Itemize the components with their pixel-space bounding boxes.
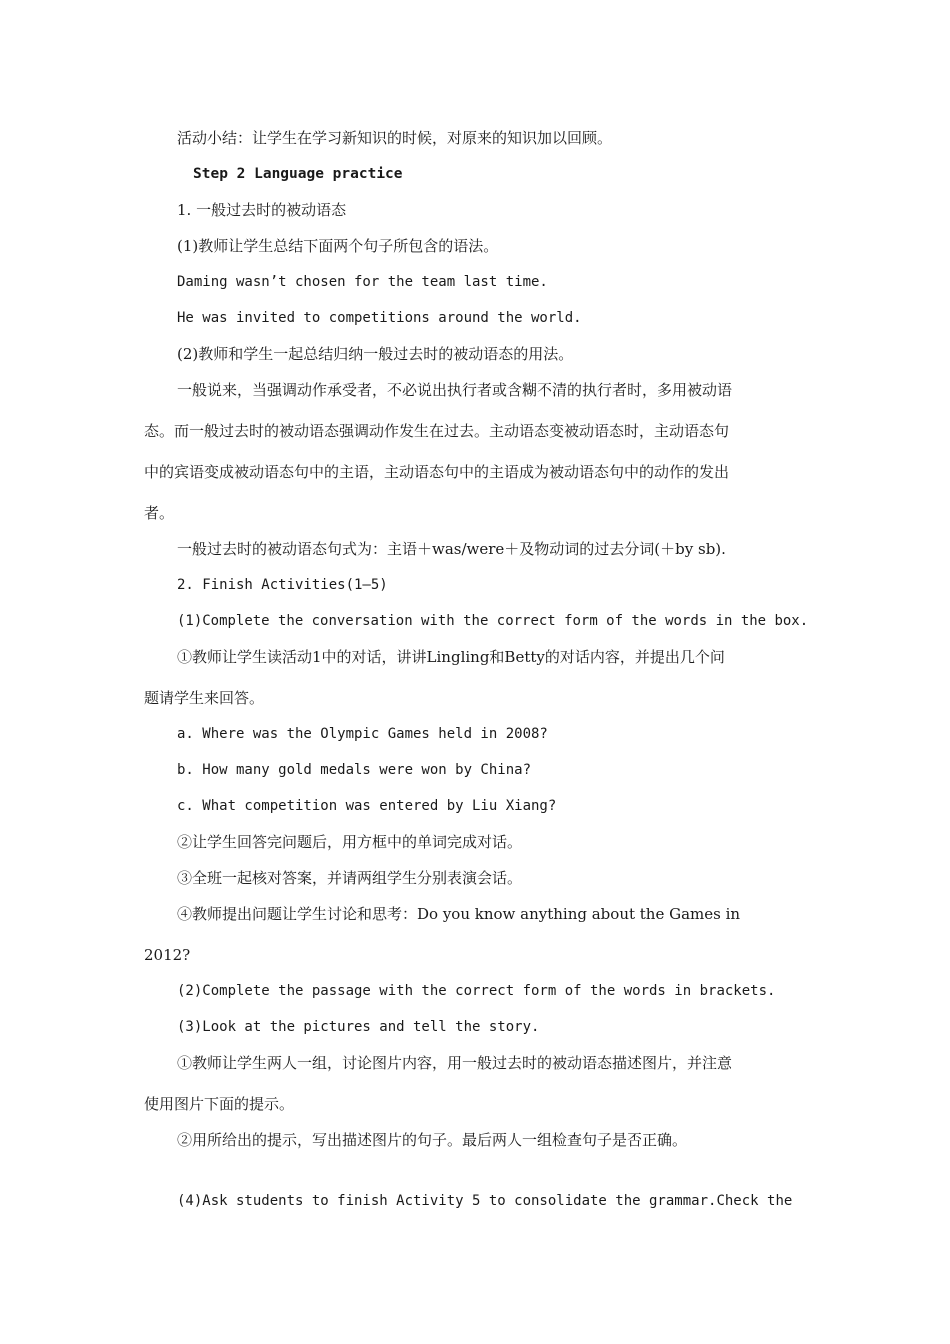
paragraph: 者。 xyxy=(144,504,175,522)
example-sentence: He was invited to competitions around the world. xyxy=(177,310,582,326)
paragraph: 中的宾语变成被动语态句中的主语，主动语态句中的主语成为被动语态句中的动作的发出 xyxy=(144,463,730,481)
step-heading: Step 2 Language practice xyxy=(193,166,403,182)
paragraph: ③全班一起核对答案，并请两组学生分别表演会话。 xyxy=(177,869,523,887)
activity-instruction: (4)Ask students to finish Activity 5 to consolidate the grammar.Check the xyxy=(177,1193,793,1209)
paragraph: ④教师提出问题让学生讨论和思考：Do you know anything about the Games in xyxy=(177,905,741,923)
paragraph: ②用所给出的提示，写出描述图片的句子。最后两人一组检查句子是否正确。 xyxy=(177,1131,688,1149)
activity-summary: 活动小结：让学生在学习新知识的时候，对原来的知识加以回顾。 xyxy=(177,129,613,147)
activity-instruction: (3)Look at the pictures and tell the story. xyxy=(177,1019,540,1035)
question-item: c. What competition was entered by Liu Xiang? xyxy=(177,798,557,814)
paragraph: 使用图片下面的提示。 xyxy=(144,1095,295,1113)
paragraph: 2012? xyxy=(144,946,191,964)
paragraph: ①教师让学生两人一组，讨论图片内容，用一般过去时的被动语态描述图片，并注意 xyxy=(177,1054,733,1072)
question-item: a. Where was the Olympic Games held in 2008? xyxy=(177,726,548,742)
paragraph: (2)教师和学生一起总结归纳一般过去时的被动语态的用法。 xyxy=(177,345,574,363)
paragraph: 一般说来，当强调动作承受者，不必说出执行者或含糊不清的执行者时，多用被动语 xyxy=(177,381,733,399)
example-sentence: Daming wasn’t chosen for the team last time. xyxy=(177,274,548,290)
section-heading: 1. 一般过去时的被动语态 xyxy=(177,201,347,219)
paragraph: (1)教师让学生总结下面两个句子所包含的语法。 xyxy=(177,237,499,255)
paragraph: ②让学生回答完问题后，用方框中的单词完成对话。 xyxy=(177,833,523,851)
activity-instruction: (2)Complete the passage with the correct form of the words in brackets. xyxy=(177,983,776,999)
paragraph: 题请学生来回答。 xyxy=(144,689,265,707)
activity-instruction: (1)Complete the conversation with the correct form of the words in the box. xyxy=(177,613,809,629)
grammar-formula: 一般过去时的被动语态句式为：主语＋was/were＋及物动词的过去分词(＋by sb). xyxy=(177,540,726,558)
section-heading: 2. Finish Activities(1—5) xyxy=(177,577,388,593)
question-item: b. How many gold medals were won by China? xyxy=(177,762,532,778)
paragraph: ①教师让学生读活动1中的对话，讲讲Lingling和Betty的对话内容，并提出几个问 xyxy=(177,648,725,666)
paragraph: 态。而一般过去时的被动语态强调动作发生在过去。主动语态变被动语态时，主动语态句 xyxy=(144,422,730,440)
